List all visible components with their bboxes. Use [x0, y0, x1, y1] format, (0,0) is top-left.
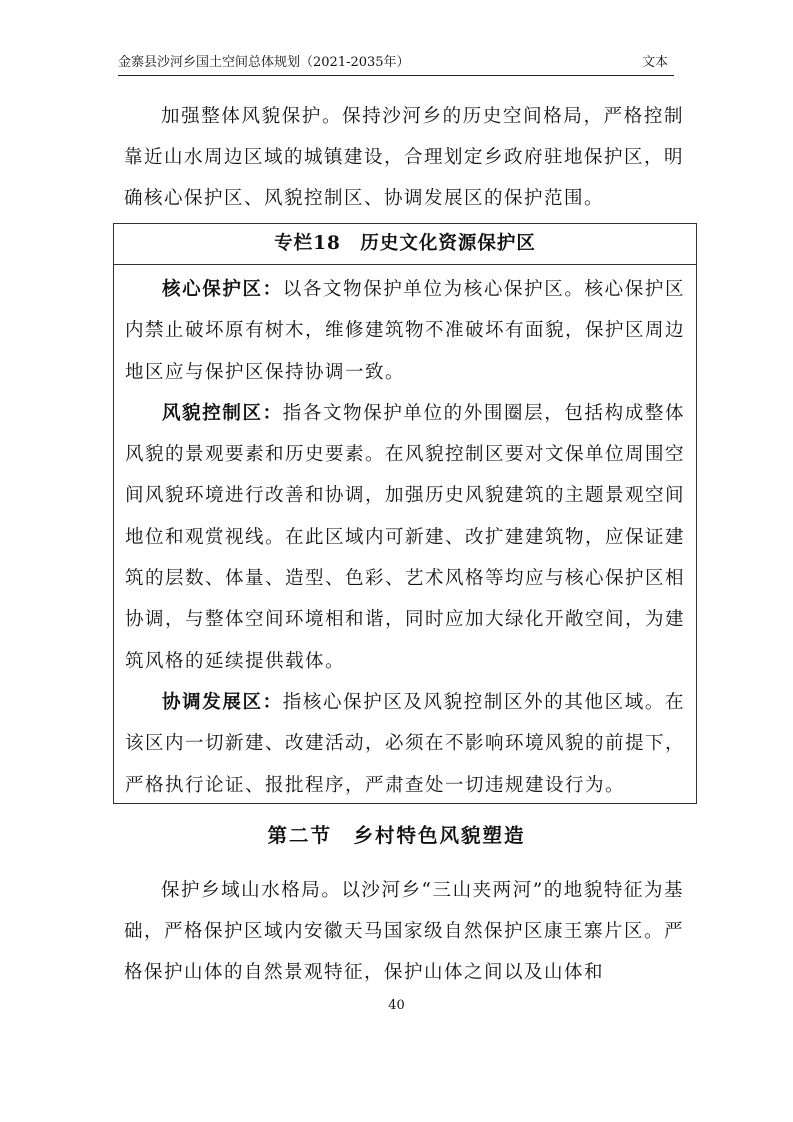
box-item-core-zone — [125, 269, 685, 393]
section-heading: 第二节 乡村特色风貌塑造 — [267, 824, 526, 847]
box-item-term: 核心保护区： — [162, 279, 283, 300]
column-box — [113, 223, 697, 804]
intro-paragraph: 加强整体风貌保护。保持沙河乡的历史空间格局，严格控制靠近山水周边区域的城镇建设，合理划定乡政府驻地保护区，明确核心保护区、风貌控制区、协调发展区的保护范围。 — [124, 106, 685, 209]
box-item-text: 以各文物保护单位为核心保护区。核心保护区内禁止破坏原有树木，维修建筑物不准破坏有面貌，保护区周边地区应与保护区保持协调一致。 — [125, 279, 686, 383]
document-title: 金寨县沙河乡国土空间总体规划（2021-2035年） — [118, 55, 410, 70]
section-paragraph: 保护乡域山水格局。以沙河乡“三山夹两河”的地貌特征为基础，严格保护区域内安徽天马国家级自然保护区康王寨片区。严格保护山体的自然景观特征，保护山体之间以及山体和 — [124, 880, 685, 983]
box-item-style-control-zone — [125, 393, 685, 682]
box-item-text: 指各文物保护单位的外围圈层，包括构成整体风貌的景观要素和历史要素。在风貌控制区要对文保单位周围空间风貌环境进行改善和协调，加强历史风貌建筑的主题景观空间地位和观赏视线。在此区域内可新建、改扩建建筑物，应保证建筑的层数、体量、造型、色彩、艺术风格等均应与核心保护区相协调，与整体空间环境相和谐，同时应加大绿化开敞空间，为建筑风格的延续提供载体。 — [125, 402, 686, 672]
page-number: 40 — [388, 998, 405, 1013]
document-section-label: 文本 — [641, 55, 668, 70]
page-header — [118, 53, 674, 76]
box-item-coordinated-development-zone — [125, 682, 685, 806]
column-box-title: 专栏18 历史文化资源保护区 — [114, 224, 696, 265]
column-box-body — [114, 265, 696, 806]
box-item-term: 风貌控制区： — [162, 402, 283, 424]
box-item-text: 指核心保护区及风貌控制区外的其他区域。在该区内一切新建、改建活动，必须在不影响环境风貌的前提下，严格执行论证、报批程序，严肃查处一切违规建设行为。 — [125, 691, 686, 796]
box-item-term: 协调发展区： — [162, 691, 283, 713]
